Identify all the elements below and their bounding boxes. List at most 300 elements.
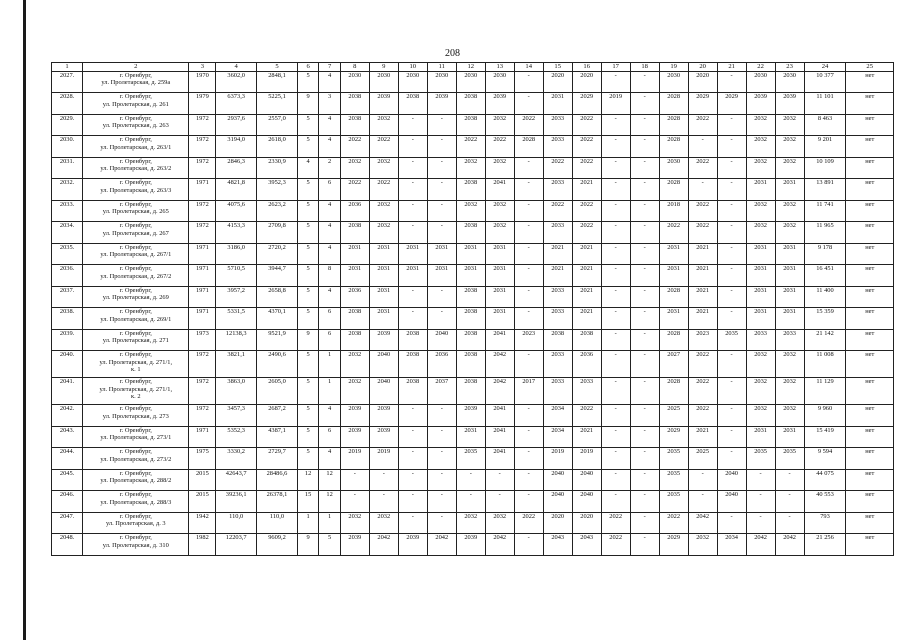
table-row	[52, 200, 894, 222]
row-number-cell: 2032.	[52, 179, 83, 201]
table-row	[52, 491, 894, 513]
table-cell: 9	[297, 93, 318, 115]
table-cell: -	[398, 157, 427, 179]
table-cell: 3602,0	[216, 71, 257, 93]
table-cell: 2039	[746, 93, 775, 115]
column-header-8: 8	[340, 63, 369, 72]
table-cell: 2030	[427, 71, 456, 93]
table-cell: -	[601, 136, 630, 158]
table-cell: 2032	[485, 222, 514, 244]
table-cell: 2032	[775, 378, 804, 405]
table-cell: 2021	[688, 308, 717, 330]
table-cell: 2557,0	[257, 114, 298, 136]
table-cell: 2028	[659, 179, 688, 201]
address-cell: г. Оренбург, ул. Пролетарская, д. 288/2	[83, 469, 189, 491]
table-cell: нет	[846, 71, 894, 93]
table-row	[52, 426, 894, 448]
address-cell: г. Оренбург, ул. Пролетарская, д. 3	[83, 512, 189, 534]
table-cell: 2040	[543, 491, 572, 513]
column-header-25: 25	[846, 63, 894, 72]
table-cell: 1	[297, 512, 318, 534]
table-cell: 2039	[340, 405, 369, 427]
table-cell: 2035	[746, 448, 775, 470]
row-number-cell: 2036.	[52, 265, 83, 287]
table-cell: 2605,0	[257, 378, 298, 405]
table-cell: 2031	[427, 265, 456, 287]
table-cell: 2040	[369, 378, 398, 405]
table-cell: 2729,7	[257, 448, 298, 470]
table-cell: нет	[846, 329, 894, 351]
table-cell: 2023	[514, 329, 543, 351]
table-cell: -	[427, 405, 456, 427]
table-cell: 6	[319, 426, 340, 448]
table-cell: 2022	[369, 179, 398, 201]
address-cell: г. Оренбург, ул. Пролетарская, д. 267/2	[83, 265, 189, 287]
table-cell: -	[601, 308, 630, 330]
table-cell: 1973	[189, 329, 216, 351]
table-cell: 2043	[543, 534, 572, 556]
table-cell: 2032	[485, 114, 514, 136]
table-cell: 11 400	[804, 286, 846, 308]
table-cell: 5	[297, 426, 318, 448]
table-cell: 21 142	[804, 329, 846, 351]
table-cell: -	[514, 93, 543, 115]
table-cell: -	[717, 308, 746, 330]
table-cell: 2040	[717, 469, 746, 491]
column-header-21: 21	[717, 63, 746, 72]
table-cell: 2031	[340, 265, 369, 287]
table-cell: -	[717, 405, 746, 427]
table-cell: 2032	[746, 378, 775, 405]
table-cell: 2032	[456, 200, 485, 222]
table-cell: 5	[297, 378, 318, 405]
table-cell: -	[688, 469, 717, 491]
table-cell: 2038	[340, 308, 369, 330]
table-cell: 2030	[485, 71, 514, 93]
table-cell: 2022	[659, 512, 688, 534]
table-cell: -	[630, 286, 659, 308]
column-header-20: 20	[688, 63, 717, 72]
column-header-23: 23	[775, 63, 804, 72]
table-cell: -	[601, 222, 630, 244]
table-cell: 2019	[369, 448, 398, 470]
table-cell: 2029	[688, 93, 717, 115]
table-cell: нет	[846, 512, 894, 534]
table-cell: 2022	[601, 534, 630, 556]
table-cell: 2032	[688, 534, 717, 556]
column-header-7: 7	[319, 63, 340, 72]
table-cell: 2031	[485, 308, 514, 330]
table-cell: 6	[319, 308, 340, 330]
table-cell: нет	[846, 308, 894, 330]
table-cell: 2021	[572, 265, 601, 287]
housing-register-table	[51, 62, 894, 556]
table-cell: 3194,0	[216, 136, 257, 158]
table-cell: -	[630, 179, 659, 201]
table-row	[52, 351, 894, 378]
table-cell: 2022	[514, 512, 543, 534]
table-cell: -	[369, 469, 398, 491]
table-cell: 2031	[485, 286, 514, 308]
table-cell: 2030	[340, 71, 369, 93]
table-cell: -	[514, 426, 543, 448]
table-cell: -	[514, 265, 543, 287]
table-cell: нет	[846, 243, 894, 265]
table-cell: 4	[319, 71, 340, 93]
table-cell: 4	[297, 157, 318, 179]
table-cell: 2033	[746, 329, 775, 351]
row-number-cell: 2035.	[52, 243, 83, 265]
table-cell: 2031	[746, 308, 775, 330]
table-cell: -	[601, 426, 630, 448]
table-cell: 2658,8	[257, 286, 298, 308]
table-cell: -	[398, 426, 427, 448]
address-cell: г. Оренбург, ул. Пролетарская, д. 261	[83, 93, 189, 115]
table-cell: 2021	[572, 179, 601, 201]
table-cell: 4	[319, 200, 340, 222]
table-cell: нет	[846, 426, 894, 448]
table-cell: 2031	[775, 179, 804, 201]
table-cell: 2038	[543, 329, 572, 351]
table-cell: 2038	[456, 351, 485, 378]
row-number-cell: 2043.	[52, 426, 83, 448]
table-cell: 3863,0	[216, 378, 257, 405]
table-cell: -	[427, 491, 456, 513]
table-cell: 44 075	[804, 469, 846, 491]
table-cell: 2030	[659, 157, 688, 179]
table-cell: 9609,2	[257, 534, 298, 556]
table-cell: 110,0	[257, 512, 298, 534]
table-cell: 2020	[572, 512, 601, 534]
table-cell: -	[601, 71, 630, 93]
table-cell: -	[630, 426, 659, 448]
table-cell: 2039	[398, 534, 427, 556]
table-cell: 2033	[543, 136, 572, 158]
table-cell: 5	[297, 179, 318, 201]
table-cell: 2040	[543, 469, 572, 491]
row-number-cell: 2038.	[52, 308, 83, 330]
table-cell: -	[514, 491, 543, 513]
table-body	[52, 71, 894, 555]
table-cell: 2031	[340, 243, 369, 265]
table-cell: 2031	[398, 243, 427, 265]
table-cell: -	[746, 469, 775, 491]
table-cell: -	[514, 222, 543, 244]
table-cell: 2022	[456, 136, 485, 158]
table-cell: -	[601, 179, 630, 201]
table-row	[52, 265, 894, 287]
table-cell: 2020	[572, 71, 601, 93]
table-cell: 2033	[543, 308, 572, 330]
table-cell: 11 101	[804, 93, 846, 115]
table-cell: 11 965	[804, 222, 846, 244]
table-cell: 2028	[659, 114, 688, 136]
row-number-cell: 2034.	[52, 222, 83, 244]
table-cell: 5	[297, 222, 318, 244]
table-row	[52, 378, 894, 405]
table-cell: 3186,0	[216, 243, 257, 265]
table-cell: -	[427, 179, 456, 201]
row-number-cell: 2033.	[52, 200, 83, 222]
table-cell: 15 419	[804, 426, 846, 448]
table-cell: 2022	[369, 136, 398, 158]
table-cell: 2039	[369, 329, 398, 351]
table-cell: 2032	[369, 222, 398, 244]
table-cell: 2041	[485, 448, 514, 470]
table-cell: 2032	[775, 114, 804, 136]
table-cell: 2038	[456, 222, 485, 244]
table-cell: -	[746, 491, 775, 513]
table-cell: -	[775, 469, 804, 491]
table-cell: 2025	[659, 405, 688, 427]
table-cell: 2028	[659, 329, 688, 351]
table-cell: 2039	[456, 405, 485, 427]
table-cell: 2042	[427, 534, 456, 556]
table-cell: -	[630, 222, 659, 244]
table-cell: 2031	[746, 243, 775, 265]
table-cell: -	[485, 491, 514, 513]
table-cell: 2020	[543, 512, 572, 534]
table-cell: 2035	[717, 329, 746, 351]
table-cell: 21 256	[804, 534, 846, 556]
table-cell: 2021	[572, 286, 601, 308]
table-cell: 2039	[427, 93, 456, 115]
table-row	[52, 448, 894, 470]
table-cell: 2020	[543, 71, 572, 93]
table-cell: нет	[846, 351, 894, 378]
table-cell: 2032	[485, 512, 514, 534]
table-cell: 3944,7	[257, 265, 298, 287]
table-cell: 2330,9	[257, 157, 298, 179]
row-number-cell: 2044.	[52, 448, 83, 470]
table-cell: 12138,3	[216, 329, 257, 351]
table-cell: -	[514, 308, 543, 330]
table-cell: нет	[846, 448, 894, 470]
address-cell: г. Оренбург, ул. Пролетарская, д. 269/1	[83, 308, 189, 330]
table-cell: 2038	[398, 351, 427, 378]
table-cell: -	[427, 448, 456, 470]
table-cell: 5352,3	[216, 426, 257, 448]
table-cell: 2042	[746, 534, 775, 556]
column-header-24: 24	[804, 63, 846, 72]
table-cell: -	[717, 222, 746, 244]
table-cell: -	[717, 179, 746, 201]
table-cell: 2032	[340, 378, 369, 405]
row-number-cell: 2046.	[52, 491, 83, 513]
table-cell: нет	[846, 200, 894, 222]
table-cell: 2028	[659, 378, 688, 405]
table-row	[52, 308, 894, 330]
table-cell: 1971	[189, 286, 216, 308]
address-cell: г. Оренбург, ул. Пролетарская, д. 263/2	[83, 157, 189, 179]
table-cell: 5710,5	[216, 265, 257, 287]
table-cell: 3821,1	[216, 351, 257, 378]
table-cell: 1972	[189, 222, 216, 244]
table-cell: -	[630, 308, 659, 330]
table-cell: 5	[319, 534, 340, 556]
table-cell: 2031	[369, 265, 398, 287]
table-cell: 2022	[543, 200, 572, 222]
table-cell: 2032	[340, 351, 369, 378]
table-cell: -	[630, 93, 659, 115]
table-cell: 2021	[572, 243, 601, 265]
table-cell: -	[398, 114, 427, 136]
table-cell: 5	[297, 243, 318, 265]
table-cell: 10 109	[804, 157, 846, 179]
table-cell: 4821,8	[216, 179, 257, 201]
table-cell: 2031	[746, 286, 775, 308]
table-cell: 3952,3	[257, 179, 298, 201]
table-cell: 5	[297, 405, 318, 427]
row-number-cell: 2042.	[52, 405, 83, 427]
table-cell: 2031	[456, 265, 485, 287]
table-cell: 2028	[659, 286, 688, 308]
table-cell: 2031	[456, 426, 485, 448]
table-cell: 3457,3	[216, 405, 257, 427]
table-row	[52, 286, 894, 308]
table-cell: 2029	[659, 426, 688, 448]
table-cell: -	[427, 426, 456, 448]
table-cell: -	[601, 286, 630, 308]
table-cell: -	[717, 243, 746, 265]
table-cell: 1	[319, 512, 340, 534]
address-cell: г. Оренбург, ул. Пролетарская, д. 310	[83, 534, 189, 556]
table-cell: 2022	[572, 136, 601, 158]
table-cell: -	[601, 200, 630, 222]
table-cell: 2042	[485, 534, 514, 556]
row-number-cell: 2031.	[52, 157, 83, 179]
row-number-cell: 2030.	[52, 136, 83, 158]
table-cell: 2022	[485, 136, 514, 158]
table-cell: 15 359	[804, 308, 846, 330]
table-cell: 2032	[746, 136, 775, 158]
table-cell: -	[630, 351, 659, 378]
table-cell: 11 741	[804, 200, 846, 222]
table-cell: 9 960	[804, 405, 846, 427]
table-cell: -	[427, 308, 456, 330]
table-cell: 2032	[485, 157, 514, 179]
table-cell: 9 178	[804, 243, 846, 265]
table-cell: нет	[846, 136, 894, 158]
table-cell: 2039	[456, 534, 485, 556]
table-cell: 2022	[688, 114, 717, 136]
table-cell: -	[514, 71, 543, 93]
table-row	[52, 136, 894, 158]
table-cell: 2031	[775, 286, 804, 308]
table-cell: -	[688, 179, 717, 201]
table-cell: -	[398, 136, 427, 158]
table-cell: 2037	[427, 378, 456, 405]
table-row	[52, 93, 894, 115]
table-cell: 2709,8	[257, 222, 298, 244]
table-cell: 2022	[572, 405, 601, 427]
table-cell: -	[630, 405, 659, 427]
table-cell: 2015	[189, 491, 216, 513]
table-cell: 2031	[775, 426, 804, 448]
table-cell: -	[717, 512, 746, 534]
table-cell: 2039	[340, 426, 369, 448]
table-cell: 6	[319, 329, 340, 351]
column-number-row	[52, 63, 894, 72]
table-cell: 2033	[572, 378, 601, 405]
table-cell: 2038	[340, 222, 369, 244]
table-row	[52, 405, 894, 427]
table-cell: 4370,1	[257, 308, 298, 330]
table-cell: 2032	[456, 157, 485, 179]
table-cell: -	[717, 448, 746, 470]
address-cell: г. Оренбург, ул. Пролетарская, д. 271/1, к. 2	[83, 378, 189, 405]
table-cell: 2022	[514, 114, 543, 136]
address-cell: г. Оренбург, ул. Пролетарская, д. 273/2	[83, 448, 189, 470]
table-cell: 2848,1	[257, 71, 298, 93]
table-cell: 2021	[543, 265, 572, 287]
table-cell: -	[427, 114, 456, 136]
table-cell: -	[398, 286, 427, 308]
table-cell: 2032	[746, 114, 775, 136]
column-header-3: 3	[189, 63, 216, 72]
table-cell: 1982	[189, 534, 216, 556]
row-number-cell: 2045.	[52, 469, 83, 491]
table-cell: 2032	[775, 405, 804, 427]
table-cell: 2030	[775, 71, 804, 93]
table-cell: 2028	[659, 93, 688, 115]
table-cell: 2720,2	[257, 243, 298, 265]
table-cell: -	[630, 243, 659, 265]
column-header-12: 12	[456, 63, 485, 72]
table-cell: 2019	[572, 448, 601, 470]
table-cell: 2036	[340, 286, 369, 308]
table-cell: 2038	[340, 93, 369, 115]
table-row	[52, 71, 894, 93]
table-cell: 3330,2	[216, 448, 257, 470]
table-cell: 5	[297, 448, 318, 470]
table-cell: 5225,1	[257, 93, 298, 115]
table-cell: -	[717, 71, 746, 93]
table-cell: -	[630, 378, 659, 405]
row-number-cell: 2041.	[52, 378, 83, 405]
table-cell: 2038	[572, 329, 601, 351]
table-cell: 3957,2	[216, 286, 257, 308]
table-cell: 12	[319, 491, 340, 513]
table-cell: 2623,2	[257, 200, 298, 222]
table-cell: 2022	[688, 351, 717, 378]
table-cell: 2043	[572, 534, 601, 556]
table-cell: нет	[846, 93, 894, 115]
table-cell: 13 891	[804, 179, 846, 201]
table-cell: 42643,7	[216, 469, 257, 491]
table-cell: 2034	[543, 426, 572, 448]
table-cell: -	[398, 448, 427, 470]
table-cell: 1972	[189, 378, 216, 405]
table-cell: 2035	[659, 448, 688, 470]
table-cell: нет	[846, 469, 894, 491]
table-cell: 5	[297, 351, 318, 378]
page-number: 208	[445, 48, 460, 59]
table-cell: 2029	[659, 534, 688, 556]
table-cell: 2042	[485, 351, 514, 378]
table-cell: 2038	[456, 179, 485, 201]
row-number-cell: 2047.	[52, 512, 83, 534]
table-cell: 2937,6	[216, 114, 257, 136]
table-cell: -	[630, 200, 659, 222]
table-cell: 2019	[543, 448, 572, 470]
table-cell: 9 594	[804, 448, 846, 470]
table-cell: -	[601, 469, 630, 491]
table-cell: 2029	[717, 93, 746, 115]
table-cell: 2032	[340, 157, 369, 179]
table-cell: нет	[846, 157, 894, 179]
address-cell: г. Оренбург, ул. Пролетарская, д. 269	[83, 286, 189, 308]
